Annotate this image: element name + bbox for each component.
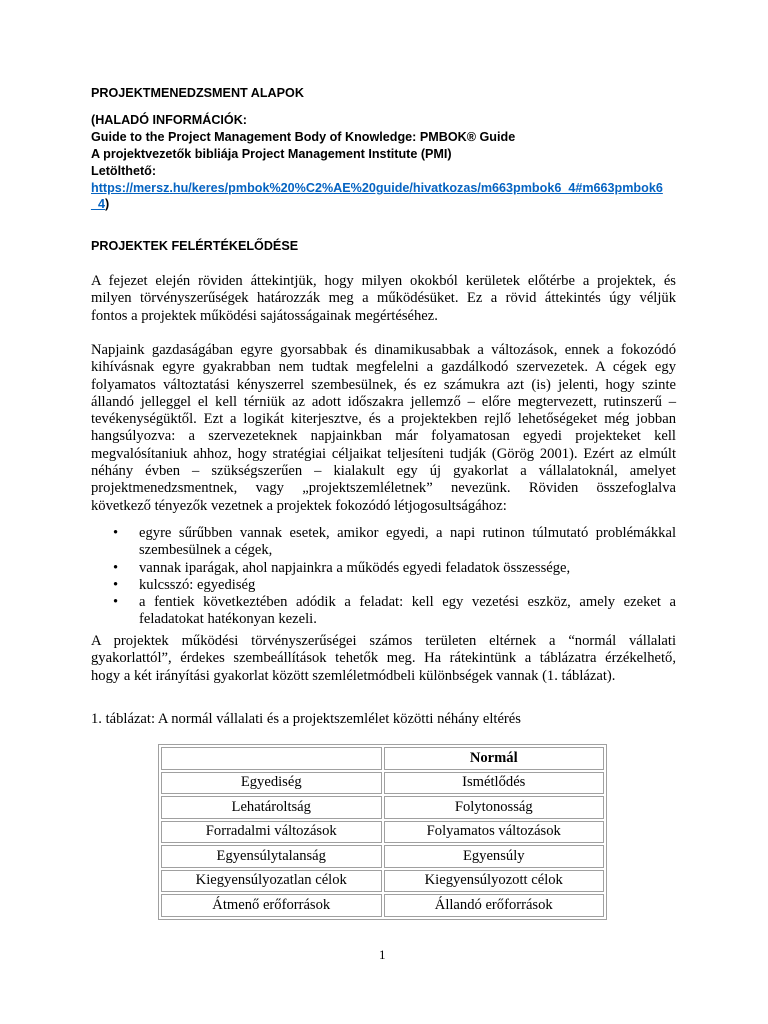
text-line: szembesülnek a cégek,: [139, 542, 273, 559]
text-line: vannak iparágak, ahol napjainkra a működés egyedi feladatok összessége,: [139, 559, 571, 576]
section-title: PROJEKTEK FELÉRTÉKELŐDÉSE: [91, 239, 299, 253]
pmbok-guide-line: Guide to the Project Management Body of Knowledge: PMBOK® Guide: [91, 130, 516, 144]
table-row: [161, 821, 604, 844]
table-cell: Forradalmi változások: [161, 821, 382, 844]
bullet-icon: •: [113, 576, 119, 593]
table-cell: Folyamatos változások: [384, 821, 605, 844]
text-line: megvalósítaniuk ahhoz, hogy stratégiai céljaikat teljesíteni tudják (Görög 2001). Ezért az elmúlt: [91, 445, 676, 462]
text-line: projektmenedzsmentnek, vagy „projektszemléletnek” nevezünk. Röviden összefoglalva: [91, 480, 676, 497]
table-header-cell: [161, 747, 382, 770]
document-title: PROJEKTMENEDZSMENT ALAPOK: [91, 86, 304, 100]
table-row: [161, 845, 604, 868]
text-line: néhány évben – szükségszerűen – kialakult egy új gyakorlat a vállalatoknál, amelyet: [91, 463, 676, 480]
list-item: [91, 594, 676, 629]
table-cell: Folytonosság: [384, 796, 605, 819]
text-line: hangsúlyozva: a szervezeteknek napjainkban már folyamatosan egyedi projekteket kell: [91, 428, 676, 445]
text-line: következő tényezők vezetnek a projektek fokozódó létjogosultságához:: [91, 497, 507, 514]
text-line: tevékenységüktől. Ezt a logikát kiterjesztve, és a projektekben rejlő lehetőségeket még jobban: [91, 411, 676, 428]
table-cell: Kiegyensúlyozott célok: [384, 870, 605, 893]
table-cell: Egyensúlytalanság: [161, 845, 382, 868]
bullet-list: [91, 525, 676, 629]
bullet-icon: •: [113, 559, 119, 576]
bullet-icon: •: [113, 594, 119, 611]
list-item: [91, 525, 676, 560]
pmi-bible-line: A projektvezetők bibliája Project Management Institute (PMI): [91, 147, 452, 161]
pmbok-link-text[interactable]: https://mersz.hu/keres/pmbok%20%C2%AE%20guide/hivatkozas/m663pmbok6_4#m663pmbok6: [91, 181, 663, 195]
text-line: a fentiek következtében adódik a feladat: kell egy vezetési eszköz, amely ezeket a: [139, 594, 676, 611]
paragraph-intro: [91, 273, 676, 325]
table-header-row: [161, 747, 604, 770]
download-label: Letölthető:: [91, 164, 157, 178]
table-cell: Kiegyensúlyozatlan célok: [161, 870, 382, 893]
text-line: egyre sűrűbben vannak esetek, amikor egyedi, a napi rutinon túlmutató problémákkal: [139, 525, 676, 541]
table-cell: Egyediség: [161, 772, 382, 795]
pmbok-link-text-end[interactable]: _4: [91, 197, 106, 211]
list-item: [91, 560, 676, 577]
text-line: kihívásnak egyre gyakrabban nem tudtak megfelelni a gazdálkodó szervezetek. A cégek egy: [91, 359, 676, 376]
table-row: [161, 772, 604, 795]
text-line: A projektek működési törvényszerűségei számos területen eltérnek a “normál vállalati: [91, 633, 676, 649]
comparison-table: [158, 744, 607, 920]
table-header-cell: Normál: [384, 747, 605, 770]
table-row: [161, 796, 604, 819]
text-line: gyakorlattól”, érdekes szembeállítások tehetők meg. Ha rátekintünk a táblázatra érzékelhető,: [91, 650, 676, 667]
text-line: milyen törvényszerűségek határozzák meg a működésüket. Ez a rövid áttekintés úgy véljük: [91, 290, 676, 307]
table-caption: 1. táblázat: A normál vállalati és a projektszemlélet közötti néhány eltérés: [91, 711, 521, 727]
pmbok-link[interactable]: [91, 181, 663, 195]
page-number: 1: [379, 947, 386, 962]
table-cell: Ismétlődés: [384, 772, 605, 795]
table-cell: Átmenő erőforrások: [161, 894, 382, 917]
advanced-info-heading: (HALADÓ INFORMÁCIÓK:: [91, 113, 248, 127]
pmbok-link-continuation[interactable]: [91, 197, 109, 211]
table-row: [161, 894, 604, 917]
table-row: [161, 870, 604, 893]
text-line: kulcsszó: egyediség: [139, 576, 256, 593]
table-cell: Lehatároltság: [161, 796, 382, 819]
text-line: fontos a projektek működési sajátosságainak megértéséhez.: [91, 307, 438, 324]
bullet-icon: •: [113, 525, 119, 541]
text-line: A fejezet elején röviden áttekintjük, hogy milyen okokból kerületek előtérbe a projektek, és: [91, 273, 676, 289]
table-cell: Egyensúly: [384, 845, 605, 868]
text-line: folyamatos változtatási kényszerrel szembesülnek, és ez számukra azt (is) jelenti, hogy szinte: [91, 376, 676, 393]
paragraph-comparison: [91, 633, 676, 685]
closing-paren: ): [105, 197, 110, 211]
table-cell: Állandó erőforrások: [384, 894, 605, 917]
text-line: állandó jelleggel el kell térniük az adott időszakra jellemző – előre megtervezett, rutinszerű –: [91, 393, 676, 410]
paragraph-economy: [91, 342, 676, 515]
text-line: feladatokat hatékonyan kezeli.: [139, 611, 317, 628]
text-line: Napjaink gazdaságában egyre gyorsabbak és dinamikusabbak a változások, ennek a fokozódó: [91, 342, 676, 358]
list-item: [91, 577, 676, 594]
text-line: hogy a két irányítási gyakorlat között szemléletmódbeli különbségek vannak (1. táblázat).: [91, 667, 616, 684]
